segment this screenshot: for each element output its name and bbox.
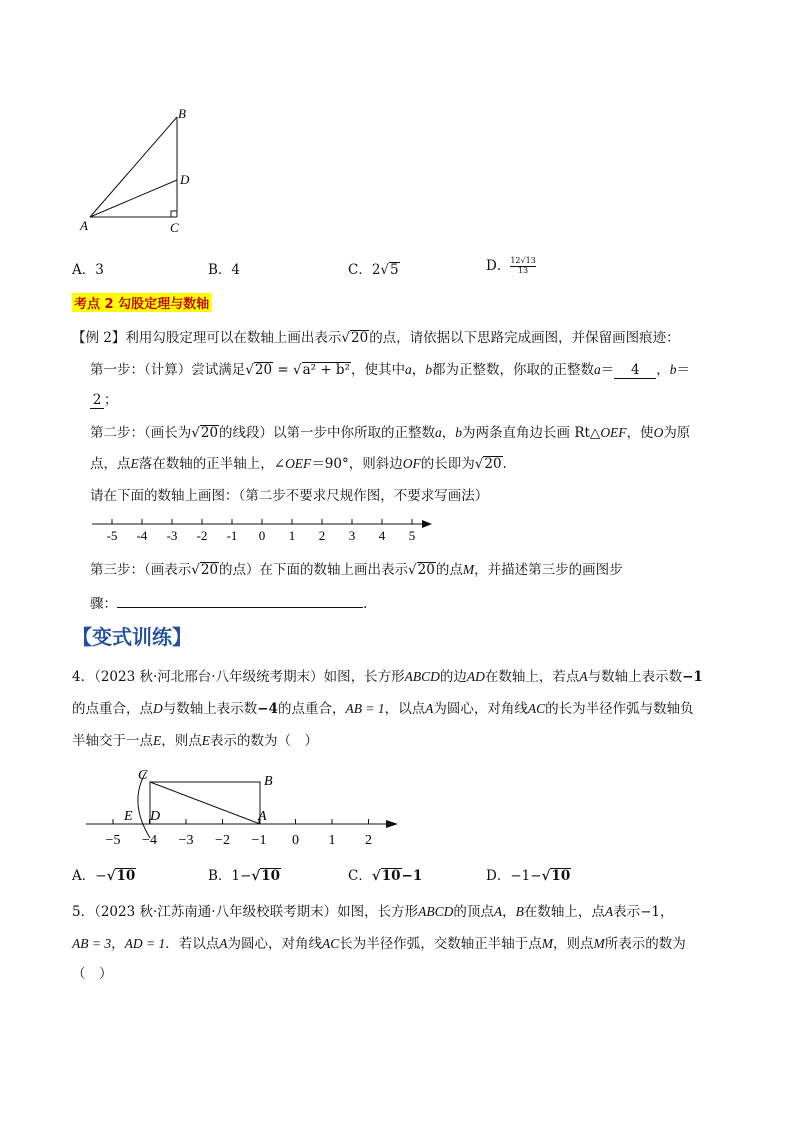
number-line-1[interactable] (88, 510, 438, 544)
example-step2-line2: 点，点E落在数轴的正半轴上，∠OEF＝90°，则斜边OF的长即为√20. (90, 456, 507, 472)
example-step3-line2: 骤： . (90, 596, 368, 612)
q4-axis-tick-label: 0 (292, 833, 299, 848)
segment-ab (90, 117, 177, 217)
option-c[interactable]: C．2√5 (348, 262, 399, 278)
q4-line2: 的点重合，点D与数轴上表示数−4的点重合，AB = 1，以点A为圆心，对角线AC的长为半径作弧与数轴负 (72, 701, 694, 717)
answer-a-blank[interactable]: 4 (614, 362, 656, 379)
label-a: A (80, 218, 88, 233)
option-b[interactable]: B．4 (208, 262, 241, 278)
number-line-tick-label: 5 (408, 528, 416, 543)
q4-option-d[interactable]: D．−1−√10 (486, 868, 571, 884)
q5-line3: （ ） (72, 966, 113, 982)
label-b: B (178, 106, 186, 121)
option-d-prefix: D． (486, 258, 511, 274)
option-d-fraction: $\frac{12√13}{13}$ (510, 256, 536, 275)
q4-axis-tick-label: −2 (215, 833, 230, 848)
example-step3: 第三步：（画表示√20的点）在下面的数轴上画出表示√20的点M，并描述第三步的画图步 (90, 562, 623, 578)
answer-b-blank[interactable]: 2 (90, 392, 104, 409)
draw-prompt: 请在下面的数轴上画图：（第二步不要求尺规作图，不要求写画法） (90, 488, 489, 504)
triangle-figure (72, 100, 202, 240)
q4-axis-tick-label: −4 (142, 833, 157, 848)
number-line-tick-label: -4 (136, 528, 148, 543)
svg-text:C: C (138, 768, 148, 783)
q4-axis-tick-label: 2 (365, 833, 372, 848)
q5-line1: 5．（2023 秋·江苏南通·八年级校联考期末）如图，长方形ABCD的顶点A，B在数轴上，点A表示−1， (72, 904, 674, 920)
number-line-tick-label: 3 (348, 528, 356, 543)
example-step1: 第一步：（计算）尝试满足√20 = √a² + b²，使其中a，b都为正整数，你取的正整数a＝ 4 ，b＝ (90, 362, 690, 378)
q4-line1: 4．（2023 秋·河北邢台·八年级统考期末）如图，长方形ABCD的边AD在数轴上，若点A与数轴上表示数−1 (72, 669, 703, 685)
q4-option-b[interactable]: B．1−√10 (208, 868, 280, 884)
number-line-tick-label: -3 (166, 528, 178, 543)
example-step1-answer-b: 2 ； (90, 388, 118, 409)
q4-option-a[interactable]: A．−√10 (72, 868, 136, 884)
number-line-tick-label: -5 (106, 528, 118, 543)
q4-axis-tick-label: −3 (178, 833, 194, 848)
number-line-tick-label: -1 (226, 528, 238, 543)
number-line-tick-label: 4 (378, 528, 386, 543)
diagonal-ac (150, 782, 260, 824)
right-angle-mark (171, 211, 177, 217)
option-c-radicand: 5 (390, 262, 399, 278)
q4-axis-tick-label: −5 (105, 833, 121, 848)
label-d: D (180, 172, 190, 187)
example-intro: 【例 2】利用勾股定理可以在数轴上画出表示√20的点，请依据以下思路完成画图，并保留画图痕迹： (72, 330, 680, 346)
number-line-tick-label: 0 (258, 528, 266, 543)
svg-text:E: E (124, 809, 133, 824)
example-step2: 第二步：（画长为√20的线段）以第一步中你所取的正整数a，b为两条直角边长画 Rt△OEF，使O为原 (90, 425, 691, 441)
step3-answer-blank[interactable] (117, 607, 363, 608)
number-line-tick-label: 2 (318, 528, 326, 543)
option-a[interactable]: A．3 (72, 262, 104, 278)
q4-figure (80, 762, 410, 854)
q4-axis-tick-label: −1 (251, 833, 267, 848)
svg-text:A: A (258, 809, 267, 824)
number-line-tick-label: 1 (288, 528, 296, 543)
q4-axis-tick-label: 1 (328, 833, 336, 848)
svg-text:D: D (150, 809, 161, 824)
option-d[interactable] (486, 254, 536, 276)
topic-tag: 考点 2 勾股定理与数轴 (72, 293, 211, 312)
section-title: 【变式训练】 (72, 625, 192, 649)
q4-option-c[interactable]: C．√10−1 (348, 868, 423, 884)
segment-ad (90, 180, 177, 217)
label-c: C (170, 220, 179, 235)
q5-line2: AB = 3，AD = 1．若以点A为圆心，对角线AC长为半径作弧，交数轴正半轴于点M，则点M所表示的数为 (72, 936, 686, 952)
option-c-prefix: C．2 (348, 262, 381, 278)
number-line-tick-label: -2 (196, 528, 208, 543)
q4-line3: 半轴交于一点E，则点E表示的数为（ ） (72, 733, 318, 749)
svg-text:B: B (264, 774, 273, 789)
